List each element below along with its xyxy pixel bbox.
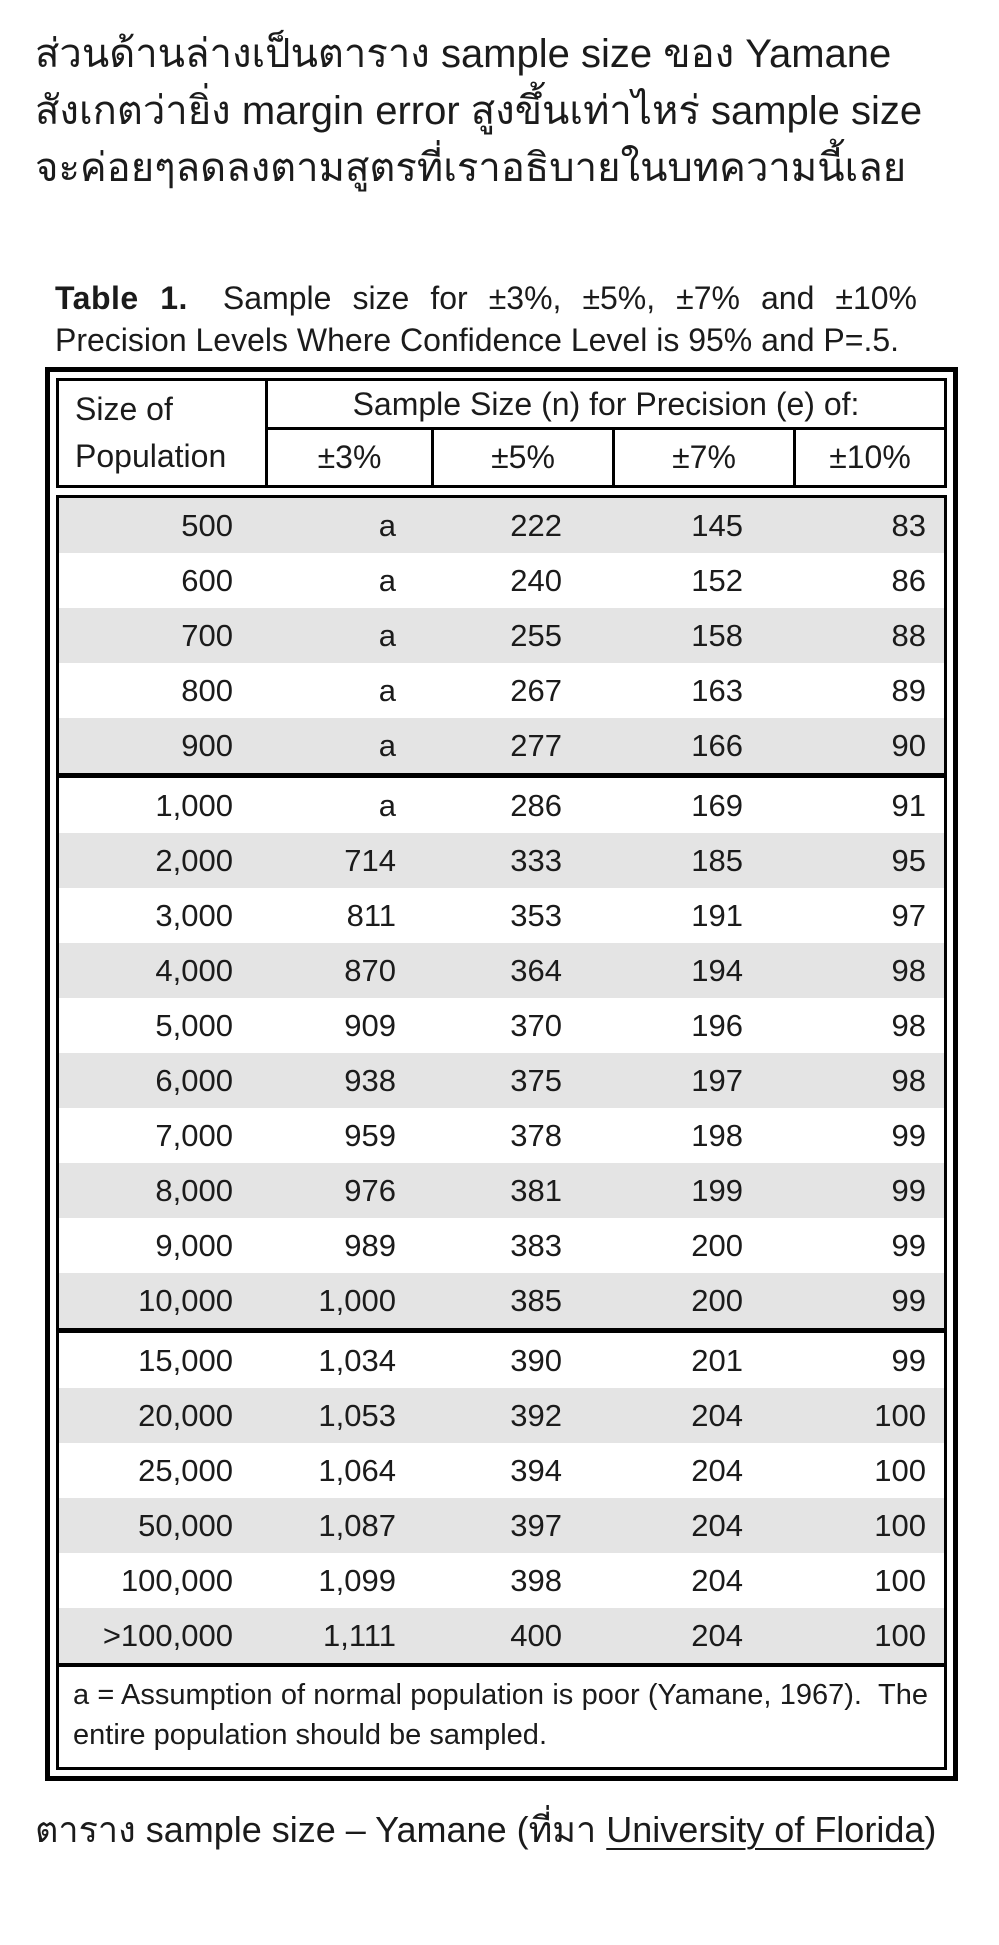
sample-size-cell: 398 — [510, 1563, 562, 1598]
table-footnote: a = Assumption of normal population is poor (Yamane, 1967). The entire population should be sampled. — [59, 1663, 944, 1767]
sample-size-cell: 100 — [874, 1618, 926, 1653]
sample-size-cell: 199 — [691, 1173, 743, 1208]
population-size-cell: 2,000 — [155, 843, 233, 878]
sample-size-cell: 158 — [691, 618, 743, 653]
sample-size-cell: 204 — [691, 1508, 743, 1543]
sample-size-cell: 394 — [510, 1453, 562, 1488]
sample-size-cell: 89 — [891, 673, 926, 708]
sample-size-cell: 267 — [510, 673, 562, 708]
sample-size-cell: 1,111 — [323, 1618, 396, 1653]
sample-size-table — [45, 367, 958, 1781]
sample-size-cell: a — [378, 618, 396, 653]
population-size-cell: >100,000 — [102, 1618, 233, 1653]
population-size-cell: 500 — [181, 508, 233, 543]
population-size-cell: 900 — [181, 728, 233, 763]
sample-size-cell: a — [378, 728, 396, 763]
header-span-label: Sample Size (n) for Precision (e) of: — [268, 381, 944, 430]
sample-size-cell: 100 — [874, 1398, 926, 1433]
sample-size-cell: a — [378, 788, 396, 823]
sample-size-cell: 100 — [874, 1563, 926, 1598]
sample-size-cell: 91 — [891, 788, 926, 823]
sample-size-cell: 201 — [691, 1343, 743, 1378]
sample-size-cell: 383 — [510, 1228, 562, 1263]
population-size-cell: 6,000 — [155, 1063, 233, 1098]
header-col-5pct: ±5% — [434, 430, 615, 485]
sample-size-cell: 163 — [691, 673, 743, 708]
sample-size-cell: 400 — [510, 1618, 562, 1653]
sample-size-cell: 378 — [510, 1118, 562, 1153]
table-group-hundreds — [59, 498, 944, 773]
sample-size-cell: 83 — [891, 508, 926, 543]
sample-size-cell: 198 — [691, 1118, 743, 1153]
sample-size-cell: 100 — [874, 1453, 926, 1488]
header-precision-section — [268, 381, 944, 485]
population-size-cell: 1,000 — [155, 788, 233, 823]
sample-size-cell: 870 — [344, 953, 396, 988]
population-size-cell: 25,000 — [138, 1453, 233, 1488]
header-precision-columns — [268, 430, 944, 485]
header-col-3pct: ±3% — [268, 430, 434, 485]
sample-size-cell: 99 — [891, 1118, 926, 1153]
table-row — [59, 718, 944, 773]
sample-size-cell: 255 — [510, 618, 562, 653]
sample-size-cell: 169 — [691, 788, 743, 823]
table-row — [59, 608, 944, 663]
sample-size-cell: 1,053 — [318, 1398, 396, 1433]
population-size-cell: 4,000 — [155, 953, 233, 988]
sample-size-cell: 959 — [344, 1118, 396, 1153]
sample-size-cell: 714 — [344, 843, 396, 878]
intro-line-2: สังเกตว่ายิ่ง margin error สูงขึ้นเท่าไหร่ sample size — [35, 89, 923, 133]
sample-size-cell: 392 — [510, 1398, 562, 1433]
table-row — [59, 1273, 944, 1328]
sample-size-cell: 185 — [691, 843, 743, 878]
table-row — [59, 1388, 944, 1443]
sample-size-cell: 97 — [891, 898, 926, 933]
table-body — [56, 495, 947, 1770]
sample-size-cell: 938 — [344, 1063, 396, 1098]
sample-size-cell: 86 — [891, 563, 926, 598]
population-size-cell: 9,000 — [155, 1228, 233, 1263]
sample-size-cell: 95 — [891, 843, 926, 878]
sample-size-cell: 222 — [510, 508, 562, 543]
sample-size-cell: 240 — [510, 563, 562, 598]
sample-size-cell: 397 — [510, 1508, 562, 1543]
sample-size-cell: 811 — [346, 898, 396, 933]
table-row — [59, 1053, 944, 1108]
population-size-cell: 600 — [181, 563, 233, 598]
header-col-10pct: ±10% — [829, 439, 911, 475]
sample-size-cell: 90 — [891, 728, 926, 763]
sample-size-cell: 1,099 — [318, 1563, 396, 1598]
population-size-cell: 3,000 — [155, 898, 233, 933]
sample-size-cell: 370 — [510, 1008, 562, 1043]
intro-line-1: ส่วนด้านล่างเป็นตาราง sample size ของ Yamane — [35, 32, 892, 76]
sample-size-cell: 98 — [891, 953, 926, 988]
sample-size-cell: 99 — [891, 1228, 926, 1263]
header-col-7pct: ±7% — [615, 430, 796, 485]
sample-size-cell: 99 — [891, 1173, 926, 1208]
sample-size-cell: 98 — [891, 1063, 926, 1098]
intro-line-3: จะค่อยๆลดลงตามสูตรที่เราอธิบายในบทความนี้เลย — [35, 146, 907, 190]
table-row — [59, 663, 944, 718]
sample-size-cell: a — [378, 508, 396, 543]
table-caption — [35, 1805, 999, 1855]
sample-size-cell: 286 — [510, 788, 562, 823]
header-population-cell — [59, 381, 268, 485]
sample-size-cell: 194 — [691, 953, 743, 988]
sample-size-cell: 88 — [891, 618, 926, 653]
table-row — [59, 1443, 944, 1498]
sample-size-cell: 1,000 — [318, 1283, 396, 1318]
caption-prefix: ตาราง sample size – Yamane (ที่มา — [35, 1809, 607, 1850]
population-size-cell: 100,000 — [120, 1563, 233, 1598]
table-row — [59, 778, 944, 833]
sample-size-cell: 200 — [691, 1228, 743, 1263]
population-size-cell: 10,000 — [138, 1283, 233, 1318]
article-page — [0, 26, 999, 1855]
sample-size-cell: 99 — [891, 1343, 926, 1378]
table-row — [59, 888, 944, 943]
caption-suffix: ) — [924, 1809, 937, 1850]
sample-size-cell: 152 — [691, 563, 743, 598]
sample-size-cell: a — [378, 673, 396, 708]
sample-size-cell: 1,034 — [318, 1343, 396, 1378]
table-title — [55, 277, 917, 361]
sample-size-cell: 197 — [691, 1063, 743, 1098]
table-row — [59, 998, 944, 1053]
sample-size-cell: 381 — [510, 1173, 562, 1208]
sample-size-cell: 385 — [510, 1283, 562, 1318]
sample-size-cell: 976 — [344, 1173, 396, 1208]
table-row — [59, 1553, 944, 1608]
header-population-line2: Population — [75, 438, 227, 474]
intro-text — [35, 26, 979, 197]
population-size-cell: 800 — [181, 673, 233, 708]
sample-size-cell: 204 — [691, 1563, 743, 1598]
table-row — [59, 1333, 944, 1388]
population-size-cell: 5,000 — [155, 1008, 233, 1043]
table-row — [59, 833, 944, 888]
sample-size-cell: 100 — [874, 1508, 926, 1543]
sample-size-cell: 277 — [510, 728, 562, 763]
sample-size-cell: a — [378, 563, 396, 598]
sample-size-cell: 1,087 — [318, 1508, 396, 1543]
population-size-cell: 7,000 — [155, 1118, 233, 1153]
sample-size-cell: 200 — [691, 1283, 743, 1318]
sample-size-cell: 364 — [510, 953, 562, 988]
sample-size-cell: 191 — [691, 898, 743, 933]
sample-size-cell: 98 — [891, 1008, 926, 1043]
sample-size-cell: 196 — [691, 1008, 743, 1043]
table-row — [59, 1163, 944, 1218]
table-row — [59, 1608, 944, 1663]
population-size-cell: 50,000 — [138, 1508, 233, 1543]
sample-size-cell: 375 — [510, 1063, 562, 1098]
sample-size-cell: 989 — [344, 1228, 396, 1263]
population-size-cell: 15,000 — [138, 1343, 233, 1378]
sample-size-cell: 390 — [510, 1343, 562, 1378]
table-row — [59, 1108, 944, 1163]
sample-size-cell: 204 — [691, 1398, 743, 1433]
sample-size-cell: 145 — [691, 508, 743, 543]
sample-size-cell: 909 — [344, 1008, 396, 1043]
sample-size-cell: 1,064 — [318, 1453, 396, 1488]
table-row — [59, 1218, 944, 1273]
table-row — [59, 553, 944, 608]
table-row — [59, 943, 944, 998]
table-row — [59, 498, 944, 553]
sample-size-cell: 204 — [691, 1618, 743, 1653]
header-population-line1: Size of — [75, 391, 173, 427]
sample-size-cell: 204 — [691, 1453, 743, 1488]
table-group-tenthousands — [59, 1328, 944, 1663]
table-group-thousands — [59, 773, 944, 1328]
table-title-text: Sample size for ±3%, ±5%, ±7% and ±10% Precision Levels Where Confidence Level is 95% and P=.5. — [55, 280, 917, 358]
population-size-cell: 20,000 — [138, 1398, 233, 1433]
table-row — [59, 1498, 944, 1553]
sample-size-cell: 166 — [691, 728, 743, 763]
table-header — [56, 378, 947, 488]
sample-size-cell: 333 — [510, 843, 562, 878]
sample-size-cell: 99 — [891, 1283, 926, 1318]
population-size-cell: 8,000 — [155, 1173, 233, 1208]
table-title-label: Table 1. — [55, 280, 188, 316]
population-size-cell: 700 — [181, 618, 233, 653]
sample-size-cell: 353 — [510, 898, 562, 933]
source-link[interactable]: University of Florida — [606, 1809, 925, 1850]
